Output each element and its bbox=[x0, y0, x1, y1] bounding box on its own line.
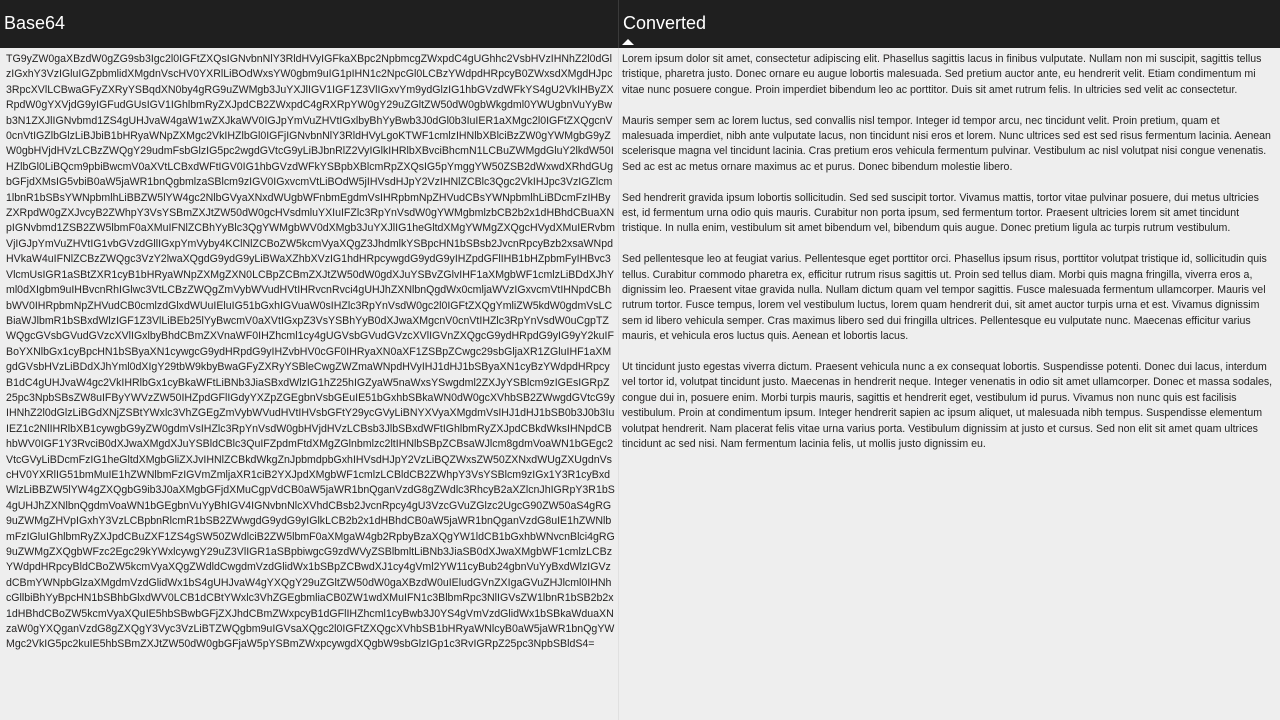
cell-converted[interactable] bbox=[618, 48, 1280, 720]
converted-paragraph: Mauris semper sem ac lorem luctus, sed convallis nisl tempor. Integer id tempor arcu, nec tincidunt velit. Proin pretium, quam et malesuada imperdiet, nibh ante vulputate lacus, non tincidunt nisi eros et lorem. Nunc ultrices sed est sed risus fermentum lacinia. Aenean scelerisque magna vel tincidunt lacinia. Cras pretium eros vehicula fermentum pulvinar. Vestibulum ac nisl volutpat nisi congue venenatis. Sed ac est ac metus ornare maximus ac et purus. Donec bibendum molestie libero. bbox=[622, 114, 1271, 173]
table-row[interactable] bbox=[0, 48, 1280, 720]
cell-base64[interactable]: TG9yZW0gaXBzdW0gZG9sb3Igc2l0IGFtZXQsIGNvbnNlY3RldHVyIGFkaXBpc2NpbmcgZWxpdC4gUGhhc2VsbHVzIHNhZ2l0dGlzIGxhY3VzIGluIGZpbmlidXMgdnVscHV0YXRlLiBOdWxsYW0gbm9uIG1pIHN1c2NpcGl0LCBzYWdpdHRpcyB0ZWxsdXMgdHJpc3RpcXVlLCBwaGFyZXRyYSBqdXN0by4gRG9uZWMgb3JuYXJlIGV1IGF1Z3VlIGxvYm9ydGlzIG1hbGVzdWFkYS4gU2VkIHByZXRpdW0gYXVjdG9yIGFudGUsIGV1IGhlbmRyZXJpdCB2ZWxpdC4gRXRpYW0gY29uZGltZW50dW0gbWkgdml0YWUgbnVuYyBwb3N1ZXJlIGNvbmd1ZS4gUHJvaW4gaW1wZXJkaWV0IGJpYmVuZHVtIGxlbyBhYyBwb3J0dGl0b3IuIER1aXMgc2l0IGFtZXQgcnV0cnVtIGZlbGlzLiBJbiB1bHRyaWNpZXMgc2VkIHZlbGl0IGFjIGNvbnNlY3RldHVyLgoKTWF1cmlzIHNlbXBlciBzZW0gYWMgbG9yZW0gbHVjdHVzLCBzZWQgY29udmFsbGlzIG5pc2wgdGVtcG9yLiBJbnRlZ2VyIGlkIHRlbXBvciBhcmN1LCBuZWMgdGluY2lkdW50IHZlbGl0LiBQcm9pbiBwcmV0aXVtLCBxdWFtIGV0IG1hbGVzdWFkYSBpbXBlcmRpZXQsIG5pYmggYW50ZSB2dWxwdXRhdGUgbGFjdXMsIG5vbiB0aW5jaWR1bnQgbmlzaSBlcm9zIGV0IGxvcmVtLiBOdW5jIHVsdHJpY2VzIHNlZCBlc3Qgc2VkIHJpc3VzIGZlcm1lbnR1bSBsYWNpbmlhLiBBZW5lYW4gc2NlbGVyaXNxdWUgbWFnbmEgdmVsIHRpbmNpZHVudCBsYWNpbmlhLiBDcmFzIHByZXRpdW0gZXJvcyB2ZWhpY3VsYSBmZXJtZW50dW0gcHVsdmluYXIuIFZlc3RpYnVsdW0gYWMgbmlzbCB2b2x1dHBhdCBuaXNpIGNvbmd1ZSB2ZW5lbmF0aXMuIFNlZCBhYyBlc3QgYWMgbWV0dXMgb3JuYXJlIG1heGltdXMgYWMgZXQgcHVydXMuIERvbmVjIGJpYmVuZHVtIG1vbGVzdGllIGxpYmVyby4KClNlZCBoZW5kcmVyaXQgZ3JhdmlkYSBpcHN1bSBsb2JvcnRpcyBzb2xsaWNpdHVkaW4uIFNlZCBzZWQgc3VzY2lwaXQgdG9ydG9yLiBWaXZhbXVzIG1hdHRpcywgdG9ydG9yIHZpdGFlIHB1bHZpbmFyIHBvc3VlcmUsIGR1aSBtZXR1cyB1bHRyaWNpZXMgZXN0LCBpZCBmZXJtZW50dW0gdXJuYSBvZGlvIHF1aXMgbWF1cmlzLiBDdXJhYml0dXIgbm9uIHBvcnRhIGlwc3VtLCBzZWQgZmVybWVudHVtIHRvcnRvci4gUHJhZXNlbnQgdWx0cmljaWVzIGxvcmVtIHNpdCBhbWV0IHRpbmNpZHVudCB0cmlzdGlxdWUuIEluIG51bGxhIGVuaW0sIHZlc3RpYnVsdW0gc2l0IGFtZXQgYmliZW5kdW0gdmVsLCBiaWJlbmR1bSBxdWlzIGF1Z3VlLiBEb25lYyBwcmV0aXVtIGxpZ3VsYSBhYyB0dXJwaXMgcnV0cnVtIHZlc3RpYnVsdW0uCgpTZWQgcGVsbGVudGVzcXVlIGxlbyBhdCBmZXVnaWF0IHZhcml1cy4gUGVsbGVudGVzcXVlIGVnZXQgcG9ydHRpdG9yIG9yY2kuIFBoYXNlbGx1cyBpcHN1bSByaXN1cywgcG9ydHRpdG9yIHZvbHV0cGF0IHRyaXN0aXF1ZSBpZCwgc29sbGljaXR1ZGluIHF1aXMgdGVsbHVzLiBDdXJhYml0dXIgY29tbW9kbyBwaGFyZXRyYSBleCwgZWZmaWNpdHVyIHJ1dHJ1bSByaXN1cyBzYWdpdHRpcyB1dC4gUHJvaW4gc2VkIHRlbGx1cyBkaWFtLiBNb3JiaSBxdWlzIG1hZ25hIGZyaW5naWxsYSwgdml2ZXJyYSBlcm9zIGEsIGRpZ25pc3NpbSBsZW8uIFByYWVzZW50IHZpdGFlIGdyYXZpZGEgbnVsbGEuIE51bGxhbSBkaWN0dW0gcXVhbSB2ZWwgdGVtcG9yIHNhZ2l0dGlzLiBGdXNjZSBtYWxlc3VhZGEgZmVybWVudHVtIHVsbGFtY29ycGVyLiBNYXVyaXMgdmVsIHJ1dHJ1bSB0b3J0b3IuIEZ1c2NlIHRlbXB1cywgbG9yZW0gdmVsIHZlc3RpYnVsdW0gbHVjdHVzLCBsb3JlbSBxdWFtIGhlbmRyZXJpdCBkdWksIHNpdCBhbWV0IGF1Y3RvciB0dXJwaXMgdXJuYSBldCBlc3QuIFZpdmFtdXMgZGlnbmlzc2ltIHNlbSBpZCBsaWJlcm8gdmVoaWN1bGEgc2VtcGVyLiBDcmFzIG1heGltdXMgbGliZXJvIHNlZCBkdWkgZnJpbmdpbGxhIHVsdHJpY2VzLiBQZWxsZW50ZXNxdWUgZXUgdnVscHV0YXRlIG51bmMuIE1hZWNlbmFzIGVmZmljaXR1ciB2YXJpdXMgbWF1cmlzLCBldCB2ZWhpY3VsYSBlcm9zIGx1Y3R1cyBxdWlzLiBBZW5lYW4gZXQgbG9ib3J0aXMgbGFjdXMuCgpVdCB0aW5jaWR1bnQganVzdG8gZWdlc3RhcyB2aXZlcnJhIGRpY3R1bS4gUHJhZXNlbnQgdmVoaWN1bGEgbnVuYyBhIGV4IGNvbnNlcXVhdCBsb2JvcnRpcy4gU3VzcGVuZGlzc2UgcG90ZW50aS4gRG9uZWMgZHVpIGxhY3VzLCBpbnRlcmR1bSB2ZWwgdG9ydG9yIGlkLCB2b2x1dHBhdCB0aW5jaWR1bnQganVzdG8uIE1hZWNlbmFzIGluIGhlbmRyZXJpdCBuZXF1ZS4gSW50ZWdlciB2ZW5lbmF0aXMgaW4gb2RpbyBzaXQgYW1ldCB1bGxhbWNvcnBlci4gRG9uZWMgZXQgbWFzc2Egc29kYWxlcywgY29uZ3VlIGR1aSBpbiwgcG9zdWVyZSBlbmltLiBNb3JiaSB0dXJwaXMgbWF1cmlzLCBzYWdpdHRpcyBldCBoZW5kcmVyaXQgZWdldCwgdmVzdGlidWx1bSBpZCBwdXJ1cy4gVml2YW11cyBub24gbnVuYyBxdWlzIGVzdCBmYWNpbGlzaXMgdmVzdGlidWx1bS4gUHJvaW4gYXQgY29uZGltZW50dW0gaXBzdW0uIEludGVnZXIgaGVuZHJlcml0IHNhcGllbiBhYyBpcHN1bSBhbGlxdWV0LCB1dCBtYWxlc3VhZGEgbmliaCB0ZW1wdXMuIFN1c3BlbmRpc3NlIGVsZW1lbnR1bSB2b2x1dHBhdCBoZW5kcmVyaXQuIE5hbSBwbGFjZXJhdCBmZWxpcyB1dGFlIHZhcml1cyBwb3J0YS4gVmVzdGlidWx1bSBkaWduaXNzaW0gYXQganVzdG8gZXQgY3Vyc3VzLiBTZWQgbm9uIGVsaXQgc2l0IGFtZXQgcXVhbSB1bHRyaWNlcyB0aW5jaWR1bnQgYWMgc2VkIG5pc2kuIE5hbSBmZXJtZW50dW0gbGFjaW5pYSBmZWxpcywgdXQgbW9sbGlzIGp1c3RvIGRpZ25pc3NpbSBldS4= bbox=[6, 53, 615, 651]
converted-paragraph: Lorem ipsum dolor sit amet, consectetur adipiscing elit. Phasellus sagittis lacus in finibus vulputate. Nullam non mi suscipit, sagittis tellus tristique, pharetra justo. Donec ornare eu augue lobortis malesuada. Sed pretium auctor ante, eu hendrerit velit. Etiam condimentum mi vitae nunc posuere congue. Proin imperdiet bibendum leo ac porttitor. Duis sit amet rutrum felis. In ultricies sed velit ac consectetur. bbox=[622, 53, 1262, 96]
converted-paragraph: Sed pellentesque leo at feugiat varius. Pellentesque eget porttitor orci. Phasellus ipsum risus, porttitor volutpat tristique id, sollicitudin quis tellus. Curabitur commodo pharetra ex, efficitur rutrum risus sagittis ut. Proin sed tellus diam. Morbi quis magna fringilla, viverra eros a, dignissim leo. Praesent vitae gravida nulla. Nullam dictum quam vel tempor sagittis. Fusce malesuada fermentum ullamcorper. Mauris vel rutrum tortor. Fusce tempus, lorem vel vestibulum luctus, lorem quam hendrerit dui, sit amet auctor turpis urna et est. Vivamus dignissim sem id libero vehicula semper. Cras maximus libero sed dui fringilla ultrices. Pellentesque eu vulputate nunc. Maecenas efficitur varius mauris, et vehicula eros luctus quis. Aenean et lobortis lacus. bbox=[622, 253, 1267, 343]
table-header bbox=[0, 0, 1280, 48]
converted-paragraph: Ut tincidunt justo egestas viverra dictum. Praesent vehicula nunc a ex consequat lobortis. Suspendisse potenti. Donec dui lacus, interdum vel tortor id, volutpat tincidunt justo. Maecenas in hendrerit neque. Integer venenatis in odio sit amet ullamcorper. Donec et massa sodales, congue dui in, posuere enim. Morbi turpis mauris, sagittis et hendrerit eget, vestibulum id purus. Vivamus non nunc quis est facilisis vestibulum. Proin at condimentum ipsum. Integer hendrerit sapien ac ipsum aliquet, ut malesuada nibh tempus. Suspendisse elementum volutpat hendrerit. Nam placerat felis vitae urna varius porta. Vestibulum dignissim at justo et cursus. Sed non elit sit amet quam ultrices tincidunt ac sed nisi. Nam fermentum lacinia felis, ut mollis justo dignissim eu. bbox=[622, 361, 1273, 451]
column-header-base64[interactable]: Base64 bbox=[4, 13, 66, 33]
converted-paragraph: Sed hendrerit gravida ipsum lobortis sollicitudin. Sed sed suscipit tortor. Vivamus mattis, tortor vitae pulvinar posuere, dui metus ultricies est, id fermentum urna odio quis mauris. Curabitur non porta ipsum, sed fermentum tortor. Praesent ultricies lorem sit amet tincidunt tristique. In nulla enim, vestibulum sit amet bibendum vel, bibendum quis augue. Donec pretium ligula ac turpis rutrum vestibulum. bbox=[622, 191, 1259, 235]
sort-ascending-icon[interactable] bbox=[622, 39, 634, 45]
column-header-converted[interactable]: Converted bbox=[618, 0, 1280, 48]
